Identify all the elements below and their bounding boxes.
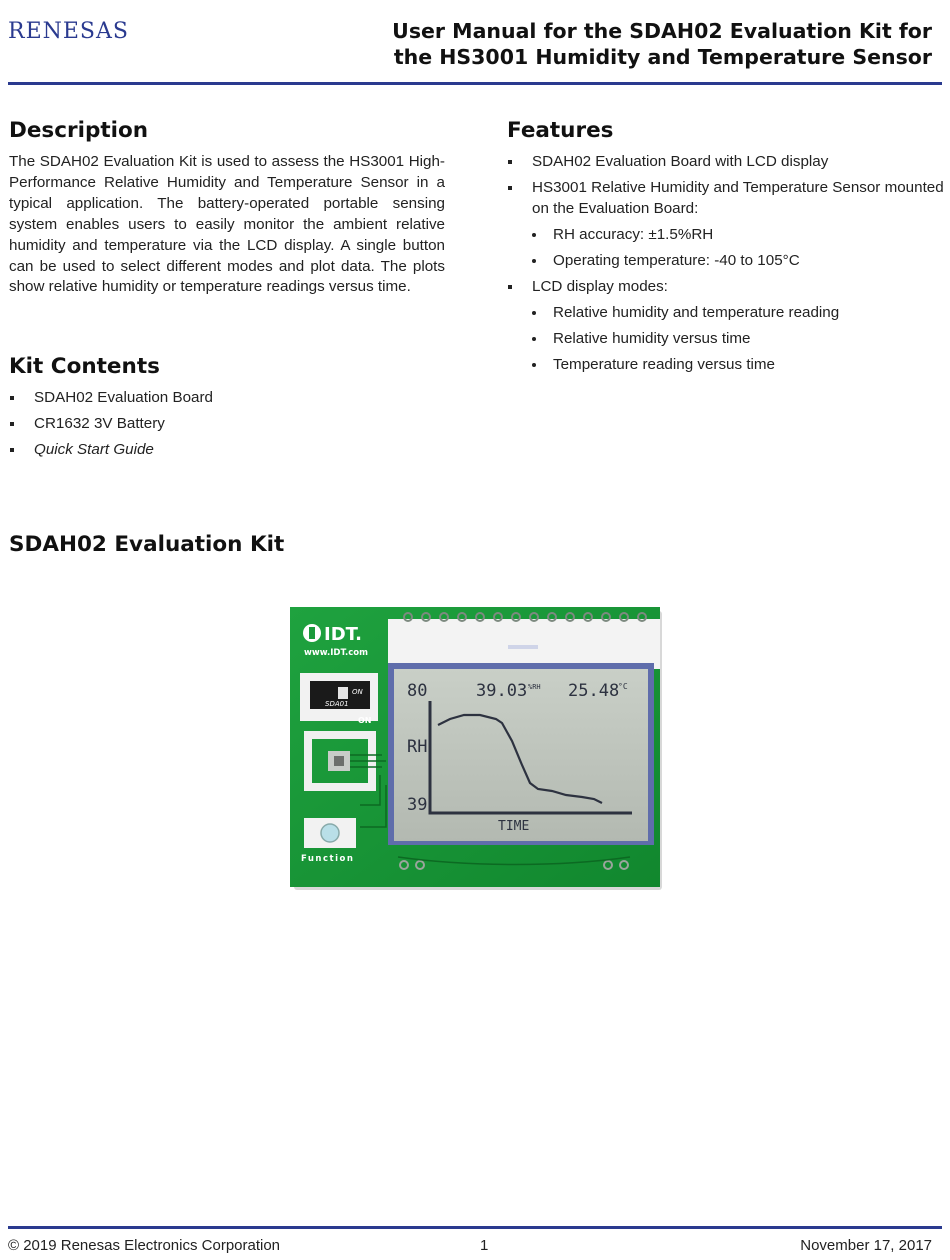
board-brand: IDT. (324, 624, 363, 645)
title-line-1: User Manual for the SDAH02 Evaluation Kit for (392, 19, 932, 43)
list-item: RH accuracy: ±1.5%RH (507, 225, 947, 246)
lcd-temp-value: 25.48 (568, 681, 620, 701)
kit-contents-list (9, 388, 449, 466)
list-item: Quick Start Guide (9, 440, 449, 461)
footer-rule (8, 1226, 942, 1229)
lcd-rh-value: 39.03 (476, 681, 528, 701)
lcd-connector (388, 619, 660, 669)
lcd-y-max: 80 (407, 681, 428, 701)
switch-part-label: SDA01 (325, 700, 349, 708)
page-number: 1 (480, 1237, 489, 1254)
document-title (292, 18, 932, 70)
list-item: SDAH02 Evaluation Board (9, 388, 449, 409)
list-item: LCD display modes: (507, 277, 947, 298)
function-button (321, 824, 339, 842)
logo-text: RENESAS (8, 19, 129, 44)
lcd-x-label: TIME (498, 819, 530, 834)
description-heading: Description (9, 118, 149, 143)
list-item: Operating temperature: -40 to 105°C (507, 251, 947, 272)
list-item: Relative humidity versus time (507, 329, 947, 350)
description-text: The SDAH02 Evaluation Kit is used to assess the HS3001 High-Performance Relative Humidity and Temperature Sensor in a typical application. The battery-operated portable sensing system enables users to easily monitor the ambient relative humidity and temperature via the LCD display. A single button can be used to select different modes and plot data. The plots show relative humidity or temperature readings versus time. (9, 153, 445, 296)
list-item: CR1632 3V Battery (9, 414, 449, 435)
lcd-y-min: 39 (407, 795, 428, 815)
kit-contents-heading: Kit Contents (9, 354, 160, 379)
function-label: Function (301, 854, 355, 864)
list-item: HS3001 Relative Humidity and Temperature Sensor mounted on the Evaluation Board: (507, 178, 947, 219)
list-item: Relative humidity and temperature reading (507, 303, 947, 324)
lcd-rh-unit: %RH (528, 683, 541, 691)
lcd-y-unit: RH (407, 737, 428, 757)
footer-date: November 17, 2017 (800, 1237, 932, 1254)
evaluation-kit-heading: SDAH02 Evaluation Kit (9, 532, 285, 557)
renesas-logo (8, 16, 168, 46)
list-item: SDAH02 Evaluation Board with LCD display (507, 152, 947, 173)
switch-on-small: ON (352, 688, 363, 696)
board-url: www.IDT.com (304, 648, 368, 658)
lcd-temp-unit: °C (618, 682, 628, 691)
features-heading: Features (507, 118, 614, 143)
footer-copyright: © 2019 Renesas Electronics Corporation (8, 1237, 281, 1254)
switch-on-label: ON (358, 716, 372, 725)
header-rule (8, 82, 942, 85)
features-list (507, 152, 947, 381)
evaluation-board-photo (290, 605, 662, 890)
title-line-2: the HS3001 Humidity and Temperature Sensor (393, 45, 932, 69)
list-item: Temperature reading versus time (507, 355, 947, 376)
